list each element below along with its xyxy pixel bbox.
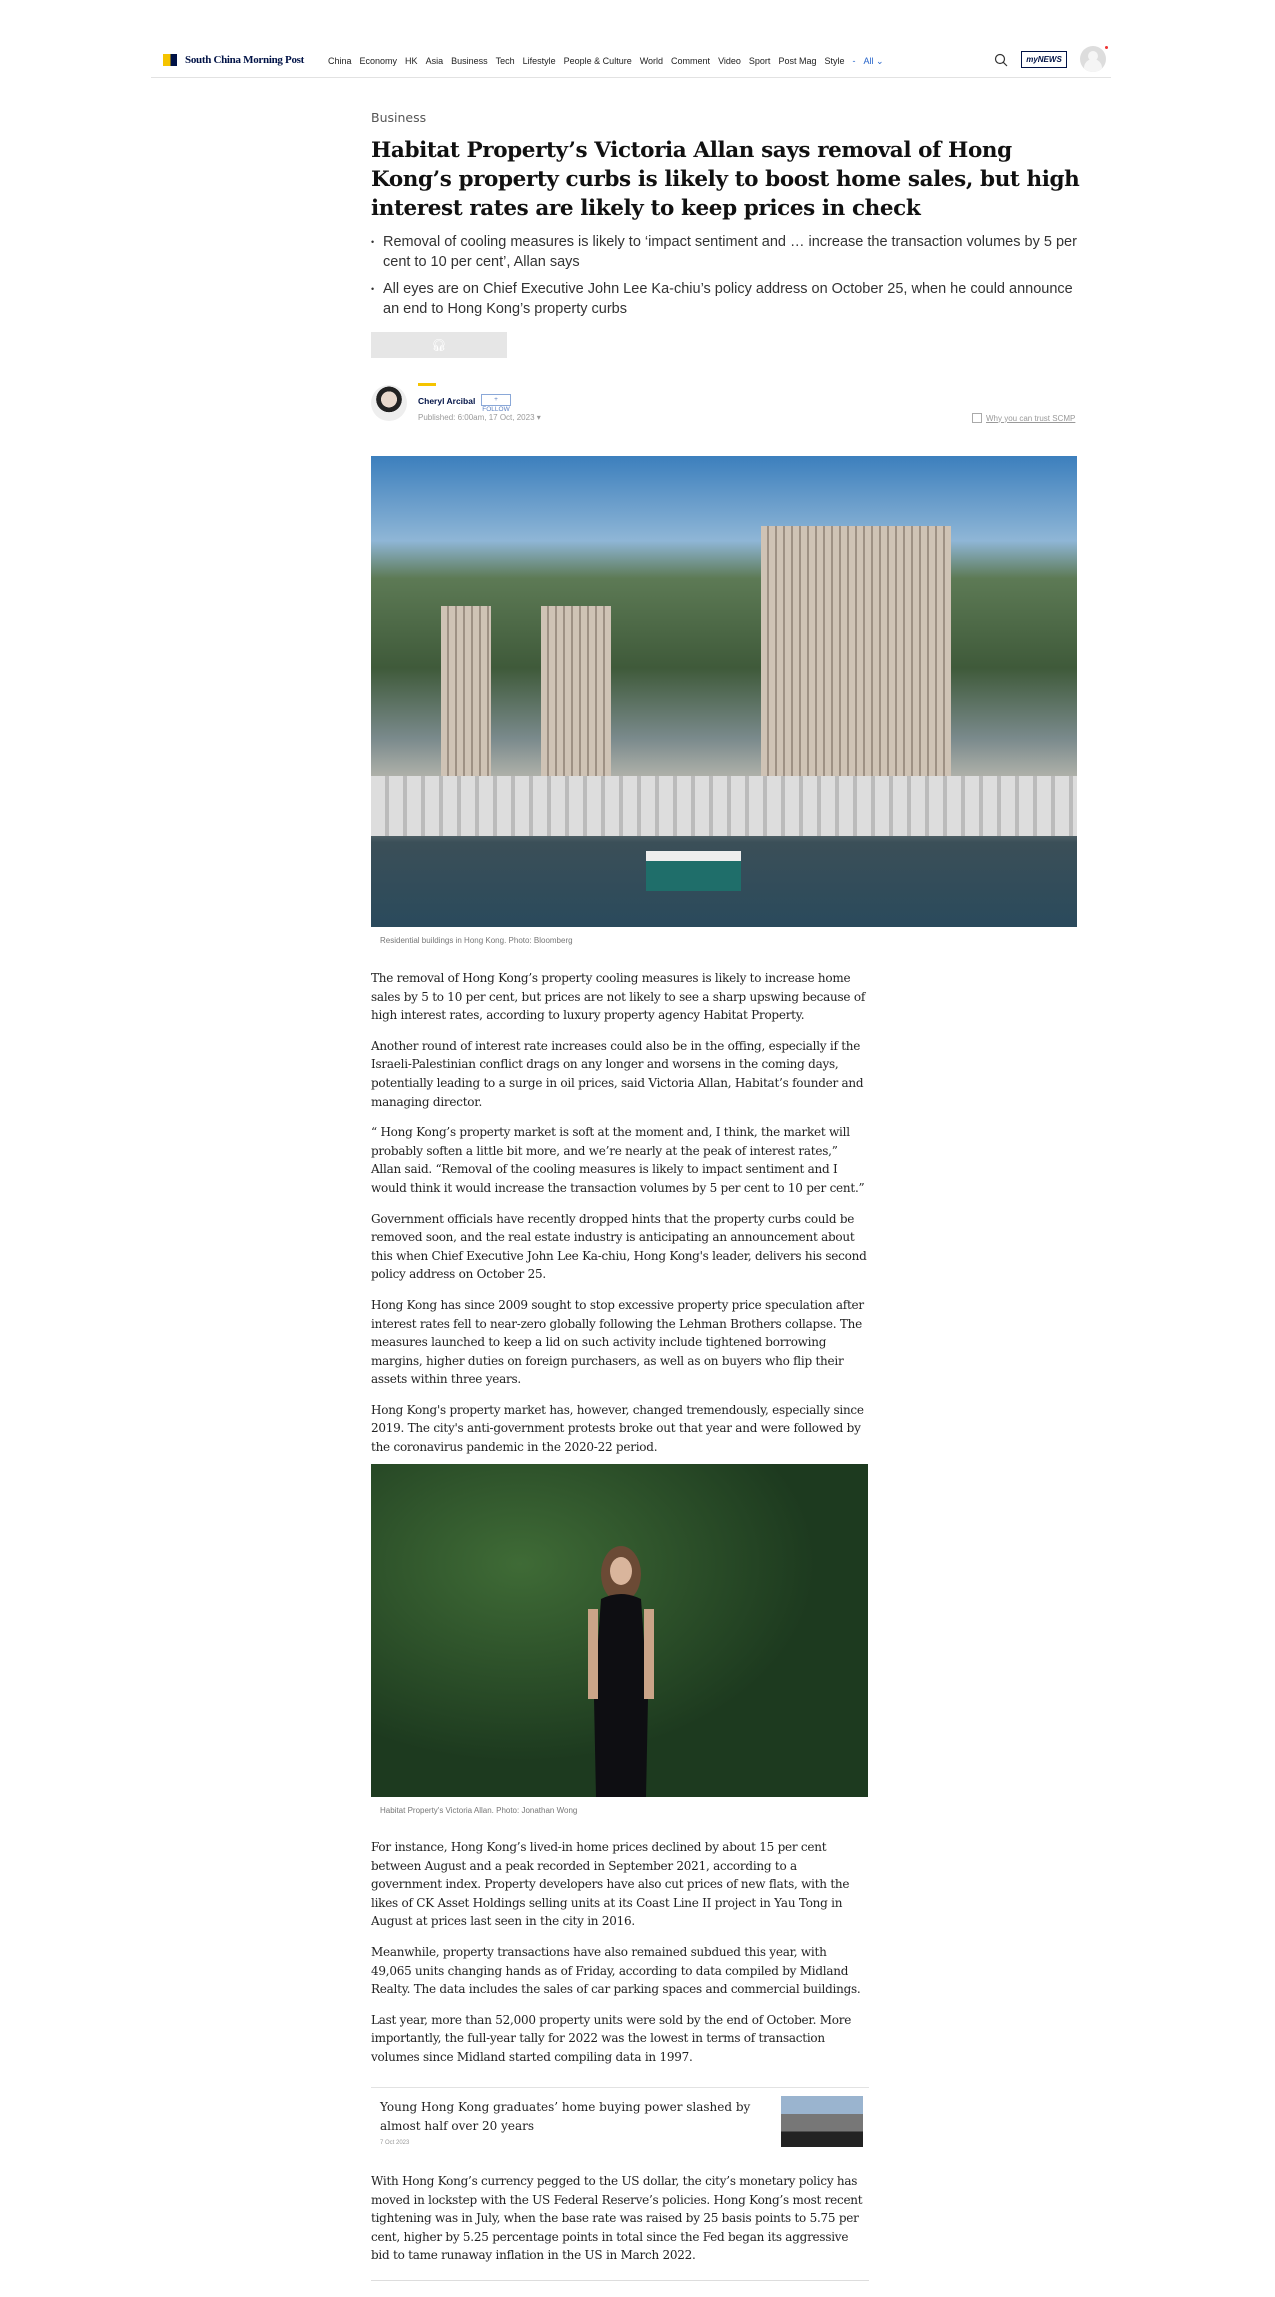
article-body-part-3 <box>371 2172 869 2277</box>
paragraph: Government officials have recently dropped hints that the property curbs could be removed soon, and the real estate industry is anticipating an announcement about this when Chief Executive John Lee Ka-chiu, Hong Kong's leader, delivers his second policy address on October 25. <box>371 1211 867 1282</box>
nav-all-dropdown[interactable]: All ⌄ <box>863 56 884 66</box>
logo-text: South China Morning Post <box>185 54 305 66</box>
paragraph: Another round of interest rate increases could also be in the offing, especially if the Israeli-Palestinian conflict drags on any longer and worsens in the coming days, potentially leading to a surge in oil prices, said Victoria Allan, Habitat’s founder and managing director. <box>371 1038 864 1109</box>
paragraph: With Hong Kong’s currency pegged to the US dollar, the city’s monetary policy has moved in lockstep with the US Federal Reserve’s policies. Hong Kong’s most recent tightening was in July, when the base rate was raised by 25 basis points to 5.75 per cent, higher by 5.25 percentage points in total since the Fed began its aggressive bid to tame runaway inflation in the US in March 2022. <box>371 2174 863 2263</box>
paragraph: “ Hong Kong’s property market is soft at the moment and, I think, the market will probably soften a little bit more, and we’re nearly at the peak of interest rates,” Allan said. “Removal of the cooling measures is likely to impact sentiment and I would think it would increase the transaction volumes by 5 per cent to 10 per cent.” <box>371 1125 865 1195</box>
nav-asia[interactable]: Asia <box>425 56 444 66</box>
paragraph: Hong Kong's property market has, however, changed tremendously, especially since 2019. The city's anti-government protests broke out that year and were followed by the coronavirus pandemic in the 2020-22 period. <box>371 1402 864 1455</box>
image-caption: Residential buildings in Hong Kong. Photo: Bloomberg <box>380 936 573 945</box>
article-body-part-2 <box>371 1838 869 2079</box>
site-header <box>151 44 1111 78</box>
divider <box>371 2280 869 2281</box>
trust-icon <box>972 413 982 423</box>
related-article-title[interactable]: Young Hong Kong graduates’ home buying power slashed by almost half over 20 years <box>380 2100 751 2133</box>
author-name[interactable]: Cheryl Arcibal <box>418 396 476 406</box>
nav-post-mag[interactable]: Post Mag <box>778 56 817 66</box>
nav-business[interactable]: Business <box>451 56 488 66</box>
related-article-card[interactable] <box>371 2087 869 2159</box>
paragraph: The removal of Hong Kong’s property cooling measures is likely to increase home sales by 5 to 10 per cent, but prices are not likely to see a sharp upswing because of high interest rates, according to luxury property agency Habitat Property. <box>371 971 866 1023</box>
nav-video[interactable]: Video <box>718 56 741 66</box>
author-accent-bar <box>418 383 436 386</box>
nav-economy[interactable]: Economy <box>359 56 398 66</box>
mynews-button[interactable]: myNEWS <box>1021 51 1067 68</box>
paragraph: Hong Kong has since 2009 sought to stop excessive property price speculation after interest rates fell to near-zero globally following the Lehman Brothers collapse. The measures launched to keep a lid on such activity include tightened borrowing margins, higher duties on foreign purchasers, as well as on buyers who flip their assets within three years. <box>371 1297 864 1387</box>
related-article-date: 7 Oct 2023 <box>380 2140 410 2146</box>
paragraph: Meanwhile, property transactions have also remained subdued this year, with 49,065 units changing hands as of Friday, according to data compiled by Midland Realty. The data includes the sales of car parking spaces and commercial buildings. <box>371 1944 861 1997</box>
nav-world[interactable]: World <box>639 56 664 66</box>
headline: Habitat Property’s Victoria Allan says removal of Hong Kong’s property curbs is likely to boost home sales, but high interest rates are likely to keep prices in check <box>371 138 1080 221</box>
nav-tech[interactable]: Tech <box>495 56 515 66</box>
person-figure <box>576 1539 666 1797</box>
follow-button[interactable]: + FOLLOW <box>482 396 510 413</box>
nav-separator: - <box>852 56 856 66</box>
logo-mark-icon <box>163 54 177 66</box>
nav-china[interactable]: China <box>328 56 352 66</box>
trust-link[interactable] <box>972 413 1075 423</box>
published-date[interactable]: Published: 6:00am, 17 Oct, 2023 ▾ <box>418 413 541 422</box>
notification-dot <box>1105 46 1108 49</box>
related-article-thumbnail[interactable] <box>781 2096 863 2147</box>
paragraph: Last year, more than 52,000 property units were sold by the end of October. More importantly, the full-year tally for 2022 was the lowest in terms of transaction volumes since Midland started compiling data in 1997. <box>371 2012 852 2064</box>
paragraph: For instance, Hong Kong’s lived-in home prices declined by about 15 per cent between August and a peak recorded in September 2021, according to a government index. Property developers have also cut prices of new flats, with the likes of CK Asset Holdings selling units at its Coast Line II project in Yau Tong in August at prices last seen in the city in 2016. <box>371 1840 850 1929</box>
listen-audio-button[interactable] <box>371 332 507 358</box>
hero-image-residential-buildings[interactable] <box>371 456 1077 927</box>
portrait-image-victoria-allan[interactable] <box>371 1464 868 1797</box>
section-label[interactable]: Business <box>371 110 427 125</box>
summary-bullets <box>371 232 1083 326</box>
nav-people-culture[interactable]: People & Culture <box>563 56 632 66</box>
nav-lifestyle[interactable]: Lifestyle <box>522 56 556 66</box>
nav-hk[interactable]: HK <box>405 56 418 66</box>
user-avatar[interactable] <box>1080 46 1106 72</box>
main-nav <box>328 56 884 67</box>
nav-comment[interactable]: Comment <box>671 56 711 66</box>
headphones-icon: 🎧︎ <box>431 338 447 352</box>
summary-bullet: • Removal of cooling measures is likely to ‘impact sentiment and … increase the transaction volumes by 5 per cent to 10 per cent’, Allan says <box>371 232 1083 272</box>
trust-link-text: Why you can trust SCMP <box>986 413 1076 423</box>
nav-style[interactable]: Style <box>824 56 845 66</box>
summary-bullet: • All eyes are on Chief Executive John Lee Ka-chiu’s policy address on October 25, when he could announce an end to Hong Kong’s property curbs <box>371 279 1083 319</box>
search-icon[interactable] <box>993 52 1009 68</box>
scmp-logo[interactable] <box>163 54 304 66</box>
nav-sport[interactable]: Sport <box>748 56 771 66</box>
author-avatar[interactable] <box>371 385 407 421</box>
article-body-part-1 <box>371 969 869 1469</box>
image-caption: Habitat Property's Victoria Allan. Photo: Jonathan Wong <box>380 1806 578 1815</box>
